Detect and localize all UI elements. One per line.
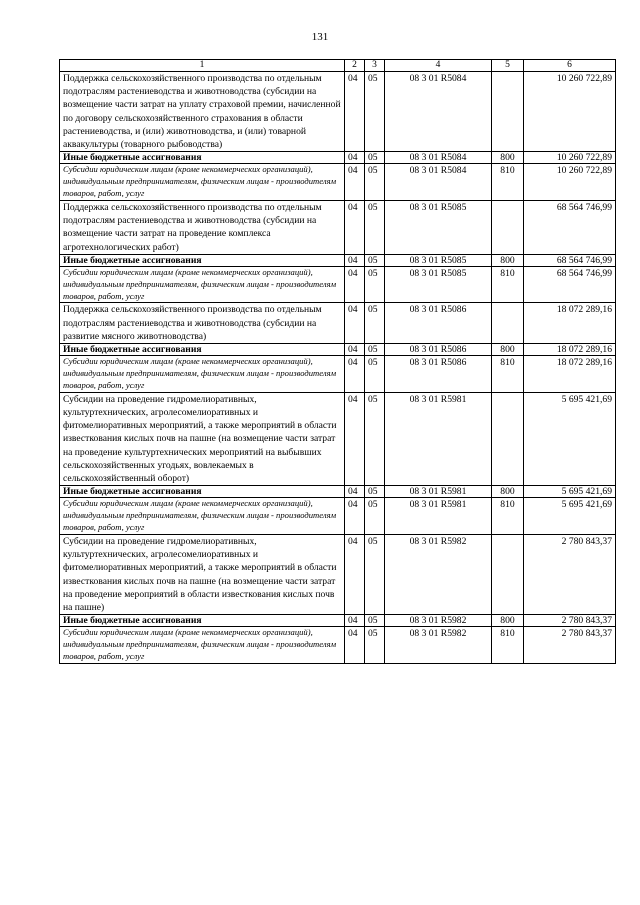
budget-table [59, 59, 616, 664]
target-article-code: 08 3 01 R5086 [385, 303, 492, 344]
target-article-code: 08 3 01 R5981 [385, 486, 492, 498]
expense-type-code [492, 303, 524, 344]
column-header: 6 [524, 60, 616, 72]
section-code: 04 [345, 344, 365, 356]
expense-name: Иные бюджетные ассигнования [60, 344, 345, 356]
expense-name: Поддержка сельскохозяйственного производства по отдельным подотраслям растениеводства и животноводства (субсидии на возмещение части затрат на уплату страховой премии, начисленной по договору сельскохозяйственного страхования в области растениеводства, и (или) животноводства, и (или) товарной аквакультуры (товарного рыбоводства) [60, 72, 345, 152]
target-article-code: 08 3 01 R5982 [385, 627, 492, 664]
column-header: 5 [492, 60, 524, 72]
target-article-code: 08 3 01 R5086 [385, 344, 492, 356]
target-article-code: 08 3 01 R5084 [385, 164, 492, 201]
table-row [60, 164, 616, 201]
section-code: 04 [345, 164, 365, 201]
expense-name: Субсидии юридическим лицам (кроме некоммерческих организаций), индивидуальным предпринимателям, физическим лицам - производителям товаров, работ, услуг [60, 627, 345, 664]
section-code: 04 [345, 266, 365, 303]
expense-type-code: 810 [492, 356, 524, 393]
table-row [60, 152, 616, 164]
table-row [60, 344, 616, 356]
expense-name: Поддержка сельскохозяйственного производства по отдельным подотраслям растениеводства и животноводства (субсидии на развитие мясного животноводства) [60, 303, 345, 344]
section-code: 04 [345, 486, 365, 498]
expense-type-code: 810 [492, 164, 524, 201]
amount: 68 564 746,99 [524, 254, 616, 266]
column-header: 3 [365, 60, 385, 72]
expense-name: Иные бюджетные ассигнования [60, 254, 345, 266]
amount: 18 072 289,16 [524, 303, 616, 344]
expense-type-code: 800 [492, 344, 524, 356]
subsection-code: 05 [365, 344, 385, 356]
expense-name: Субсидии на проведение гидромелиоративных, культуртехнических, агролесомелиоративных и фитомелиоративных мероприятий, а также мероприятий в области известкования кислых почв на пашне (на возмещение части затрат на проведение мероприятий в области известкования кислых почв на пашне) [60, 534, 345, 614]
expense-type-code [492, 534, 524, 614]
target-article-code: 08 3 01 R5981 [385, 392, 492, 485]
expense-name: Иные бюджетные ассигнования [60, 615, 345, 627]
section-code: 04 [345, 356, 365, 393]
section-code: 04 [345, 303, 365, 344]
subsection-code: 05 [365, 356, 385, 393]
amount: 2 780 843,37 [524, 534, 616, 614]
amount: 10 260 722,89 [524, 164, 616, 201]
subsection-code: 05 [365, 266, 385, 303]
section-code: 04 [345, 200, 365, 254]
expense-type-code [492, 200, 524, 254]
column-header: 1 [60, 60, 345, 72]
amount: 10 260 722,89 [524, 152, 616, 164]
section-code: 04 [345, 498, 365, 535]
table-row [60, 200, 616, 254]
section-code: 04 [345, 72, 365, 152]
expense-type-code [492, 72, 524, 152]
table-row [60, 615, 616, 627]
amount: 5 695 421,69 [524, 486, 616, 498]
subsection-code: 05 [365, 152, 385, 164]
amount: 68 564 746,99 [524, 200, 616, 254]
expense-name: Субсидии на проведение гидромелиоративных, культуртехнических, агролесомелиоративных и фитомелиоративных мероприятий, а также мероприятий в области известкования кислых почв на пашне (на возмещение части затрат на проведение культуртехнических мероприятий на выбывших сельскохозяйственных угодьях, вовлекаемых в сельскохозяйственный оборот) [60, 392, 345, 485]
column-header: 4 [385, 60, 492, 72]
target-article-code: 08 3 01 R5085 [385, 200, 492, 254]
section-code: 04 [345, 534, 365, 614]
section-code: 04 [345, 615, 365, 627]
subsection-code: 05 [365, 534, 385, 614]
amount: 5 695 421,69 [524, 498, 616, 535]
table-row [60, 486, 616, 498]
amount: 18 072 289,16 [524, 356, 616, 393]
target-article-code: 08 3 01 R5982 [385, 615, 492, 627]
amount: 68 564 746,99 [524, 266, 616, 303]
table-row [60, 356, 616, 393]
target-article-code: 08 3 01 R5982 [385, 534, 492, 614]
table-header-row [60, 60, 616, 72]
target-article-code: 08 3 01 R5084 [385, 72, 492, 152]
section-code: 04 [345, 152, 365, 164]
amount: 2 780 843,37 [524, 615, 616, 627]
subsection-code: 05 [365, 615, 385, 627]
page-number: 131 [311, 31, 329, 43]
table-row [60, 266, 616, 303]
subsection-code: 05 [365, 254, 385, 266]
expense-type-code: 800 [492, 152, 524, 164]
table-row [60, 534, 616, 614]
table-row [60, 303, 616, 344]
subsection-code: 05 [365, 627, 385, 664]
section-code: 04 [345, 392, 365, 485]
expense-type-code: 800 [492, 486, 524, 498]
subsection-code: 05 [365, 303, 385, 344]
amount: 5 695 421,69 [524, 392, 616, 485]
target-article-code: 08 3 01 R5086 [385, 356, 492, 393]
subsection-code: 05 [365, 392, 385, 485]
expense-name: Поддержка сельскохозяйственного производства по отдельным подотраслям растениеводства и животноводства (субсидии на возмещение части затрат на проведение комплекса агротехнологических работ) [60, 200, 345, 254]
table-row [60, 392, 616, 485]
target-article-code: 08 3 01 R5085 [385, 254, 492, 266]
expense-type-code: 800 [492, 615, 524, 627]
expense-type-code: 800 [492, 254, 524, 266]
expense-name: Иные бюджетные ассигнования [60, 152, 345, 164]
expense-type-code: 810 [492, 498, 524, 535]
expense-name: Иные бюджетные ассигнования [60, 486, 345, 498]
section-code: 04 [345, 627, 365, 664]
expense-name: Субсидии юридическим лицам (кроме некоммерческих организаций), индивидуальным предпринимателям, физическим лицам - производителям товаров, работ, услуг [60, 266, 345, 303]
section-code: 04 [345, 254, 365, 266]
subsection-code: 05 [365, 498, 385, 535]
table-row [60, 498, 616, 535]
subsection-code: 05 [365, 164, 385, 201]
expense-type-code: 810 [492, 266, 524, 303]
target-article-code: 08 3 01 R5085 [385, 266, 492, 303]
expense-name: Субсидии юридическим лицам (кроме некоммерческих организаций), индивидуальным предпринимателям, физическим лицам - производителям товаров, работ, услуг [60, 356, 345, 393]
subsection-code: 05 [365, 486, 385, 498]
amount: 10 260 722,89 [524, 72, 616, 152]
amount: 2 780 843,37 [524, 627, 616, 664]
target-article-code: 08 3 01 R5981 [385, 498, 492, 535]
expense-type-code [492, 392, 524, 485]
amount: 18 072 289,16 [524, 344, 616, 356]
target-article-code: 08 3 01 R5084 [385, 152, 492, 164]
column-header: 2 [345, 60, 365, 72]
expense-name: Субсидии юридическим лицам (кроме некоммерческих организаций), индивидуальным предпринимателям, физическим лицам - производителям товаров, работ, услуг [60, 164, 345, 201]
subsection-code: 05 [365, 72, 385, 152]
subsection-code: 05 [365, 200, 385, 254]
table-row [60, 254, 616, 266]
expense-name: Субсидии юридическим лицам (кроме некоммерческих организаций), индивидуальным предпринимателям, физическим лицам - производителям товаров, работ, услуг [60, 498, 345, 535]
table-body [60, 72, 616, 664]
table-row [60, 627, 616, 664]
table-row [60, 72, 616, 152]
expense-type-code: 810 [492, 627, 524, 664]
